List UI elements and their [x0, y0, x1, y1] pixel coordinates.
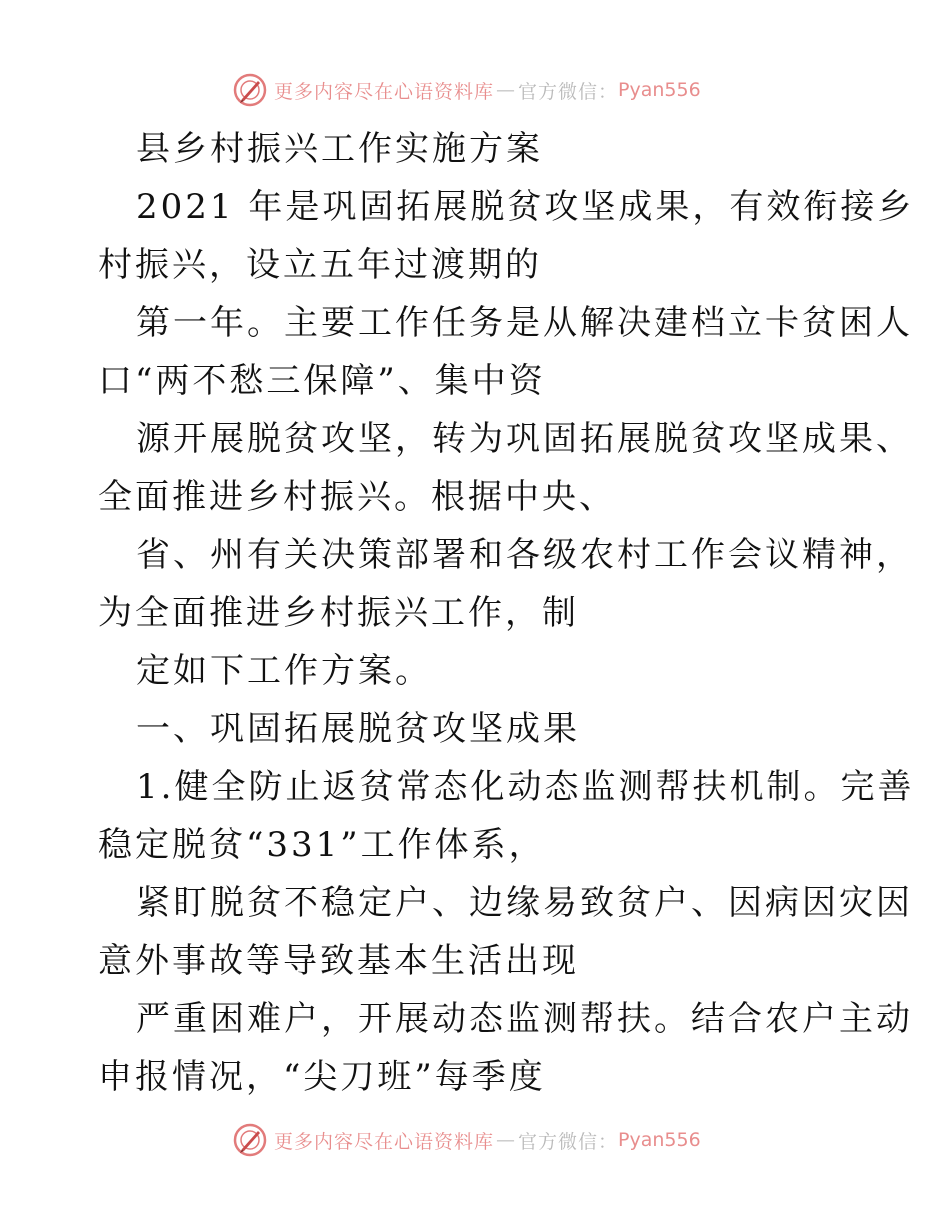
doc-line: 第一年。主要工作任务是从解决建档立卡贫困人 [136, 303, 913, 343]
document-body [98, 120, 915, 1106]
doc-line: 为全面推进乡村振兴工作，制 [98, 593, 579, 633]
watermark-wechat-id: Pyan556 [618, 79, 701, 101]
doc-line: 稳定脱贫“331”工作体系， [98, 825, 546, 865]
doc-line: 定如下工作方案。 [136, 651, 432, 691]
doc-title: 县乡村振兴工作实施方案 [136, 129, 543, 169]
doc-line: 申报情况，“尖刀班”每季度 [98, 1057, 546, 1097]
watermark-dash: — [496, 79, 517, 101]
header-watermark [232, 70, 732, 110]
watermark-text: 更多内容尽在心语资料库 [274, 1130, 495, 1153]
doc-line: 紧盯脱贫不稳定户、边缘易致贫户、因病因灾因 [136, 883, 913, 923]
doc-line: 1.健全防止返贫常态化动态监测帮扶机制。完善 [136, 767, 915, 807]
section-heading: 一、巩固拓展脱贫攻坚成果 [136, 709, 580, 749]
watermark-wechat-id: Pyan556 [618, 1129, 701, 1151]
watermark-dash: — [496, 1129, 517, 1151]
footer-watermark [232, 1120, 732, 1160]
doc-line: 口“两不愁三保障”、集中资 [98, 361, 546, 401]
pen-logo-icon [232, 1122, 268, 1158]
watermark-text: 更多内容尽在心语资料库 [274, 80, 495, 103]
doc-line: 源开展脱贫攻坚，转为巩固拓展脱贫攻坚成果、 [136, 419, 913, 459]
doc-line: 意外事故等导致基本生活出现 [98, 941, 579, 981]
doc-line: 2021 年是巩固拓展脱贫攻坚成果，有效衔接乡 [136, 187, 915, 227]
watermark-official-label: 官方微信： [518, 1130, 619, 1153]
doc-line: 村振兴，设立五年过渡期的 [98, 245, 542, 285]
doc-line: 全面推进乡村振兴。根据中央、 [98, 477, 616, 517]
pen-logo-icon [232, 72, 268, 108]
doc-line: 省、州有关决策部署和各级农村工作会议精神， [136, 535, 913, 575]
watermark-official-label: 官方微信： [518, 80, 619, 103]
doc-line: 严重困难户，开展动态监测帮扶。结合农户主动 [136, 999, 913, 1039]
